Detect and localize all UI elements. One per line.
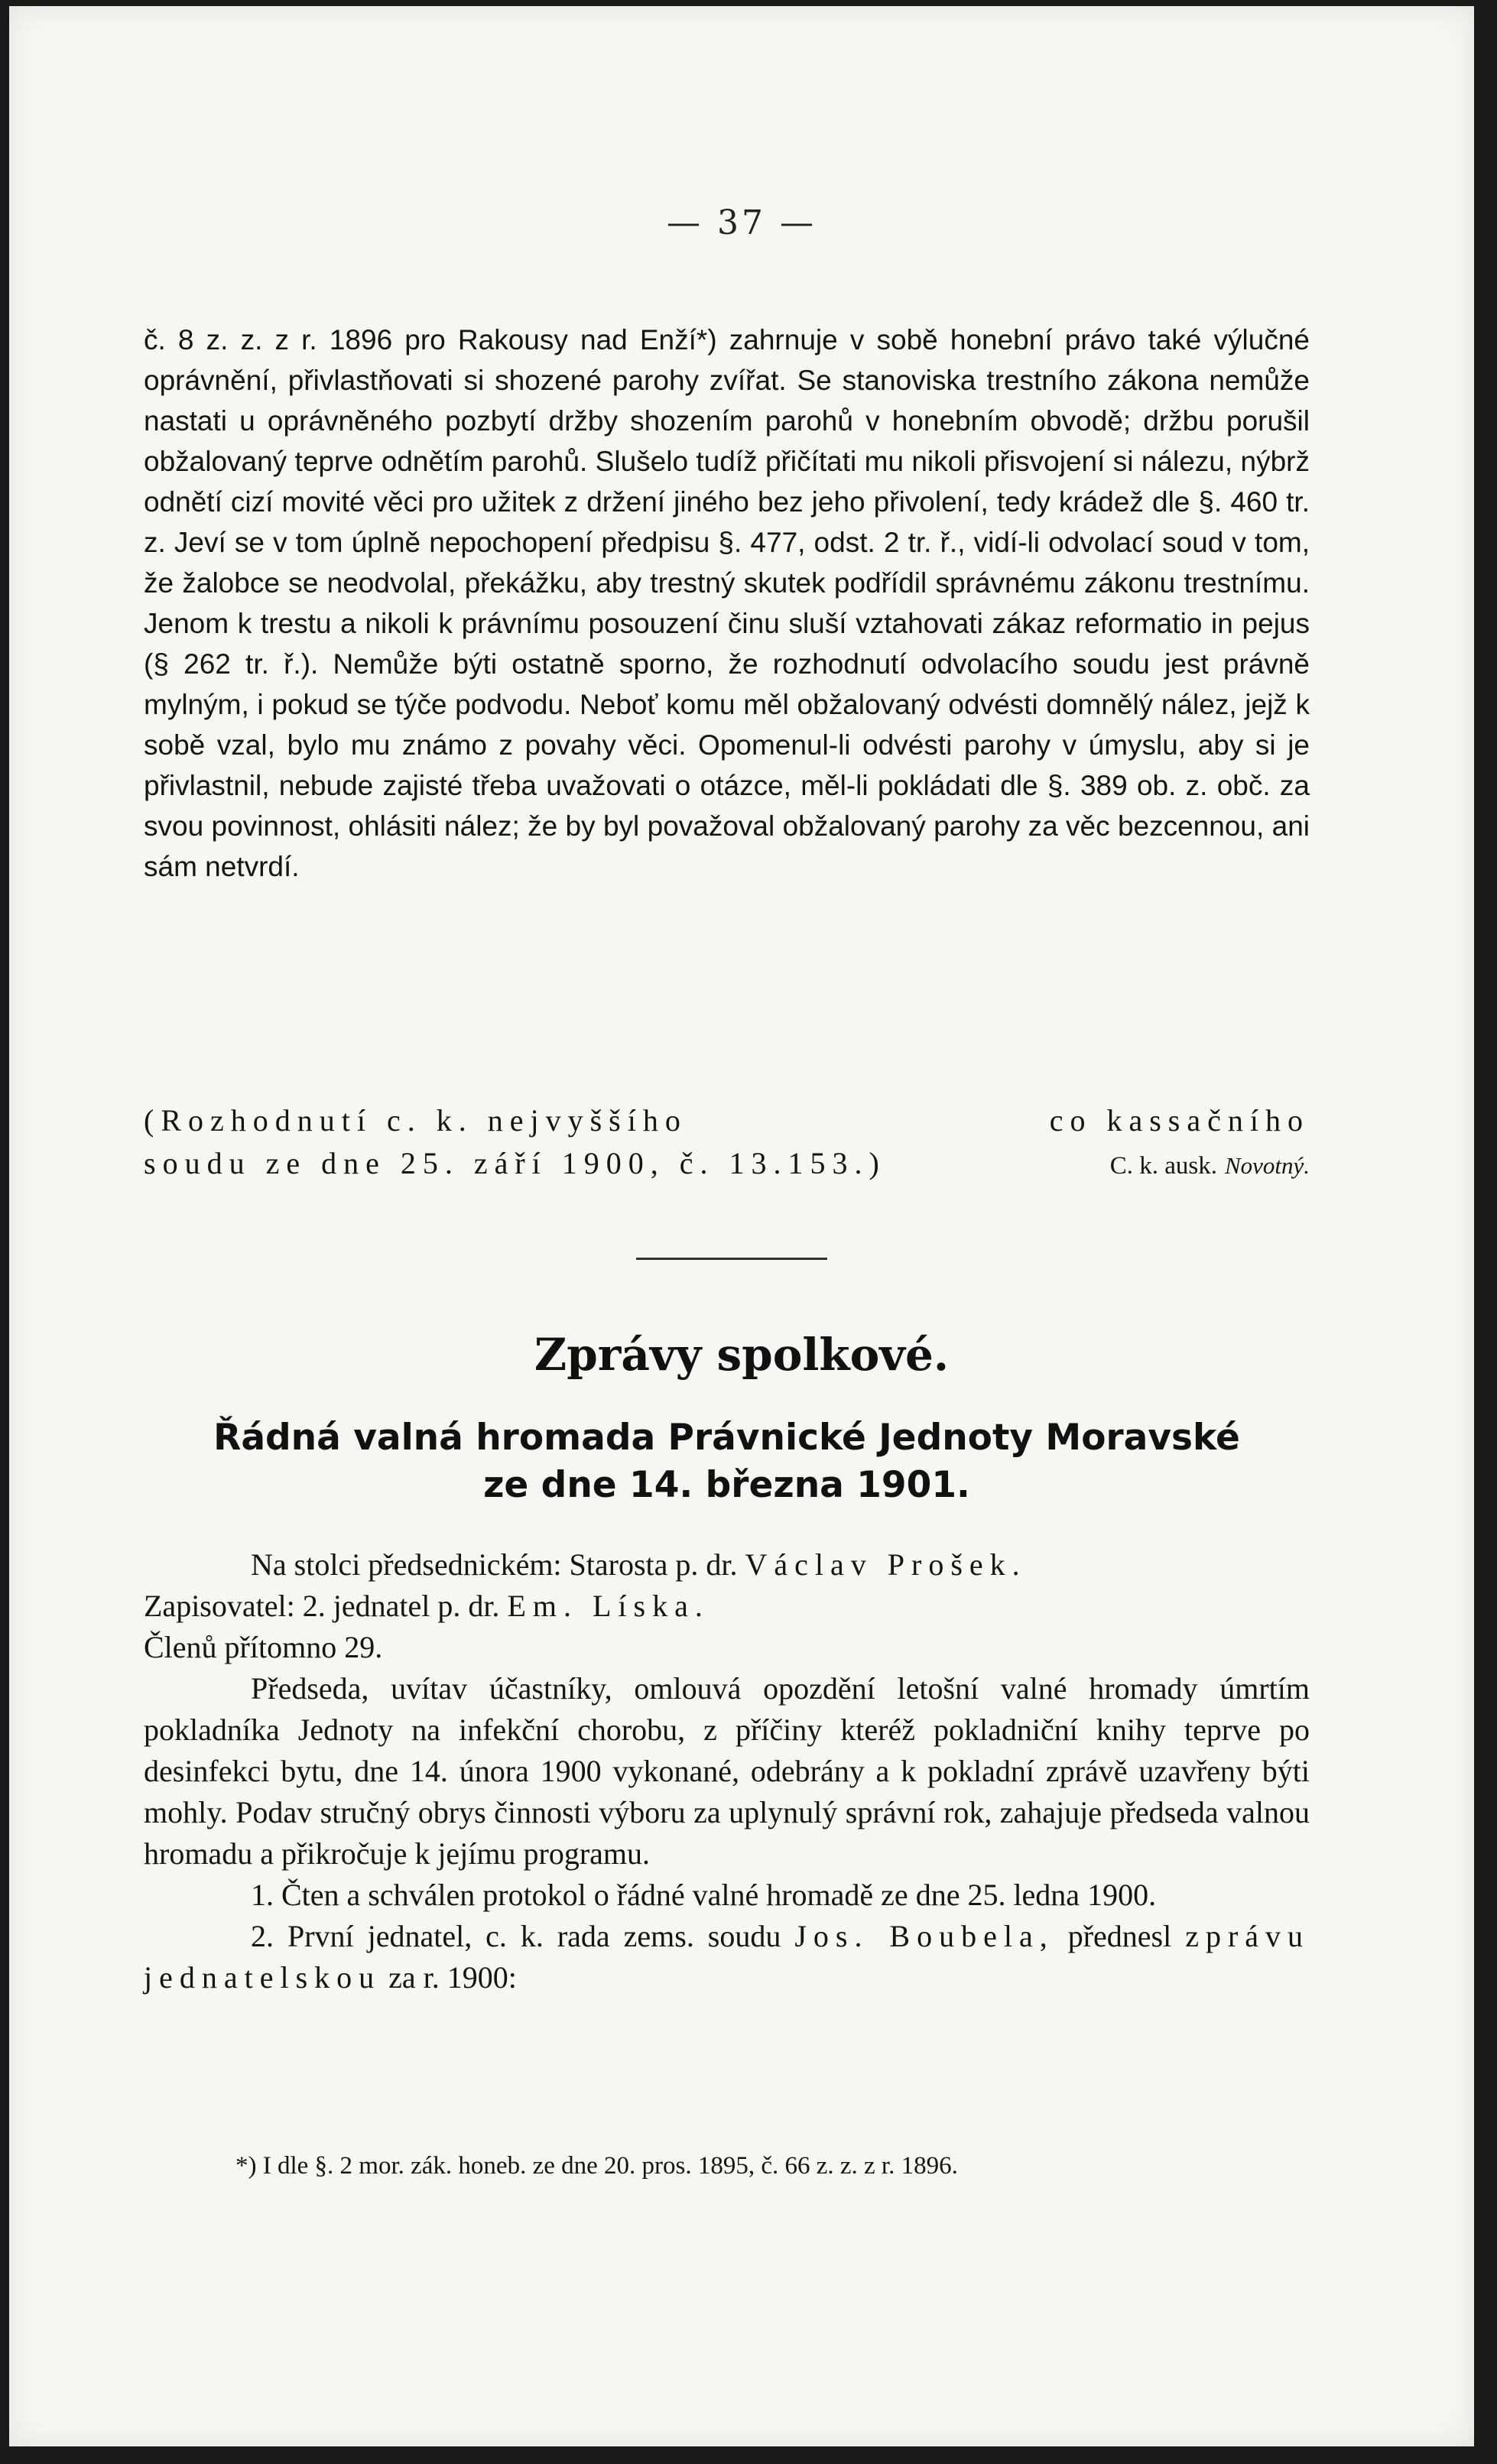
meeting-subtitle-line2: ze dne 14. března 1901.: [483, 1464, 970, 1506]
citation-court: C. k. ausk.: [1109, 1152, 1217, 1180]
agenda-item-1: 1. Čten a schválen protokol o řádné valné hromadě ze dne 25. ledna 1900.: [251, 1878, 1157, 1912]
meeting-subtitle-line1: Řádná valná hromada Právnické Jednoty Moravské: [213, 1417, 1240, 1459]
item2-verb: přednesl: [1067, 1919, 1172, 1953]
citation-author: Novotný.: [1224, 1152, 1310, 1179]
chair-label: Na stolci předsednickém: Starosta p. dr.: [251, 1547, 738, 1582]
item2-suffix: za r. 1900:: [388, 1960, 517, 1995]
section-divider: [636, 1258, 827, 1260]
item2-report: zprávu jednatelskou: [144, 1919, 1310, 1995]
meeting-subtitle: [144, 1414, 1310, 1509]
secretary-name: Em. Líska.: [507, 1589, 710, 1623]
document-page: [9, 6, 1474, 2446]
secretary-line: [144, 1586, 1310, 1627]
chair-name: Václav Prošek.: [745, 1547, 1027, 1582]
footnote: [144, 2147, 1310, 2185]
court-decision-paragraph: č. 8 z. z. z r. 1896 pro Rakousy nad Enží*) zahrnuje v sobě honební právo také výlučné oprávnění, přivlastňovati si shozené parohy zvířat. Se stanoviska trestního zákona nemůže nastati u oprávněného pozbytí držby shozením parohů v honebním obvodě; držbu porušil obžalovaný teprve odnětím parohů. Slušelo tudíž přičítati mu nikoli přisvojení si nálezu, nýbrž odnětí cizí movité věci pro užitek z držení jiného bez jeho přivolení, tedy krádež dle §. 460 tr. z. Jeví se v tom úplně nepochopení předpisu §. 477, odst. 2 tr. ř., vidí-li odvolací soud v tom, že žalobce se neodvolal, překážku, aby trestný skutek podřídil správnému zákonu trestnímu. Jenom k trestu a nikoli k právnímu posouzení činu sluší vztahovati zákaz reformatio in pejus (§ 262 tr. ř.). Nemůže býti ostatně sporno, že rozhodnutí odvolacího soudu jest právně mylným, i pokud se týče podvodu. Neboť komu měl obžalovaný odvésti domnělý nález, jejž k sobě vzal, bylo mu známo z povahy věci. Opomenul-li odvésti parohy v úmyslu, aby si je přivlastnil, nebude zajisté třeba uvažovati o otázce, měl-li pokládati dle §. 389 ob. z. obč. za svou povinnost, ohlásiti nález; že by byl považoval obžalovaný parohy za věc bezcennou, ani sám netvrdí.: [144, 324, 1310, 882]
item2-name: Jos. Boubela,: [794, 1919, 1054, 1953]
decision-citation: [144, 1099, 1310, 1187]
citation-line-1: [144, 1099, 1310, 1142]
citation-signature: [1110, 1142, 1310, 1187]
citation-line2-main: soudu ze dne 25. září 1900, č. 13.153.): [144, 1146, 886, 1180]
secretary-label: Zapisovatel: 2. jednatel p. dr.: [144, 1589, 500, 1623]
chair-line: [144, 1544, 1310, 1586]
page-number: — 37 —: [667, 203, 817, 242]
meeting-minutes: [144, 1544, 1310, 1998]
members-present: Členů přítomno 29.: [144, 1630, 383, 1664]
court-decision-text: [144, 320, 1310, 887]
citation-line1-left: (Rozhodnutí c. k. nejvyššího: [144, 1103, 687, 1138]
citation-line1-right: co kassačního: [1049, 1103, 1310, 1138]
footnote-text: *) I dle §. 2 mor. zák. honeb. ze dne 20. pros. 1895, č. 66 z. z. z r. 1896.: [235, 2152, 958, 2180]
citation-line-2: [144, 1142, 1310, 1185]
agenda-item-2: [144, 1916, 1310, 1998]
opening-paragraph: Předseda, uvítav účastníky, omlouvá opozdění letošní valné hromady úmrtím pokladníka Jednoty na infekční chorobu, z příčiny kteréž pokladniční knihy teprve po desinfekci bytu, dne 14. února 1900 vykonané, odebrány a k pokladní zprávě uzavřeny býti mohly. Podav stručný obrys činnosti výboru za uplynulý správní rok, zahajuje předseda valnou hromadu a přikročuje k jejímu programu.: [144, 1671, 1310, 1871]
section-title: Zprávy spolkové.: [534, 1329, 950, 1381]
item2-prefix: 2. První jednatel, c. k. rada zems. soudu: [251, 1919, 781, 1953]
